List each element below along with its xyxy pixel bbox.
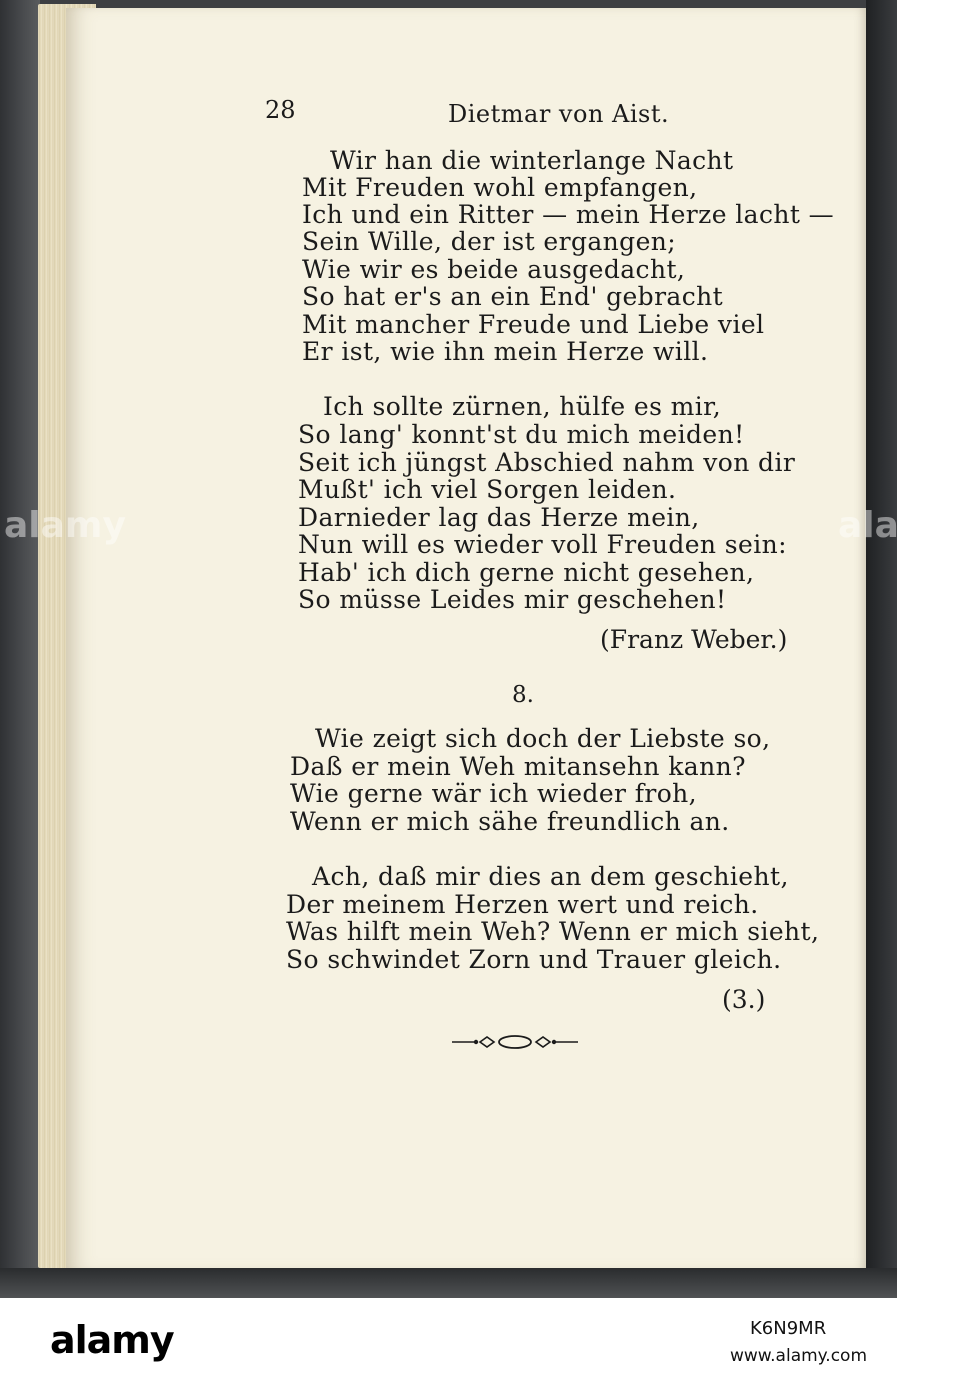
verse-line: Der meinem Herzen wert und reich.: [286, 890, 759, 919]
right-cover: [866, 0, 897, 1298]
verse-line: Mußt' ich viel Sorgen leiden.: [298, 475, 677, 504]
verse-line: Sein Wille, der ist ergangen;: [302, 227, 677, 256]
left-cover: [0, 0, 40, 1298]
poem8-number: 8.: [512, 682, 534, 708]
verse-line: Er ist, wie ihn mein Herze will.: [302, 337, 709, 366]
verse-line: Mit Freuden wohl empfangen,: [302, 173, 698, 202]
page-number: 28: [265, 96, 296, 124]
verse-line: Wie wir es beide ausgedacht,: [302, 255, 686, 284]
verse-line: Seit ich jüngst Abschied nahm von dir: [298, 448, 796, 477]
verse-line: Nun will es wieder voll Freuden sein:: [298, 530, 787, 559]
verse-line: Ach, daß mir dies an dem geschieht,: [312, 862, 789, 891]
poem8-attribution: (3.): [722, 985, 766, 1014]
verse-line: So hat er's an ein End' gebracht: [302, 282, 724, 311]
verse-line: Wir han die winterlange Nacht: [330, 146, 734, 175]
verse-line: Mit mancher Freude und Liebe viel: [302, 310, 765, 339]
verse-line: Was hilft mein Weh? Wenn er mich sieht,: [286, 917, 820, 946]
running-head: Dietmar von Aist.: [448, 100, 670, 128]
ornament-divider-icon: [452, 1032, 578, 1052]
poem7-attribution: (Franz Weber.): [600, 625, 788, 654]
verse-line: Ich sollte zürnen, hülfe es mir,: [323, 392, 722, 421]
verse-line: So schwindet Zorn und Trauer gleich.: [286, 945, 782, 974]
verse-line: So müsse Leides mir geschehen!: [298, 585, 727, 614]
watermark-url: www.alamy.com: [730, 1346, 868, 1366]
verse-line: Daß er mein Weh mitansehn kann?: [290, 752, 746, 781]
image-id: K6N9MR: [750, 1318, 827, 1339]
verse-line: Wie zeigt sich doch der Liebste so,: [315, 724, 771, 753]
alamy-logo: alamy: [50, 1318, 174, 1362]
verse-line: Wenn er mich sähe freundlich an.: [290, 807, 730, 836]
verse-line: Hab' ich dich gerne nicht gesehen,: [298, 558, 755, 587]
watermark-overlay-left: alamy: [4, 505, 126, 546]
verse-line: Darnieder lag das Herze mein,: [298, 503, 700, 532]
verse-line: So lang' konnt'st du mich meiden!: [298, 420, 745, 449]
bottom-cover: [0, 1268, 897, 1298]
verse-line: Ich und ein Ritter — mein Herze lacht —: [302, 200, 835, 229]
verse-line: Wie gerne wär ich wieder froh,: [290, 779, 698, 808]
watermark-overlay-right: alamy: [838, 505, 960, 546]
